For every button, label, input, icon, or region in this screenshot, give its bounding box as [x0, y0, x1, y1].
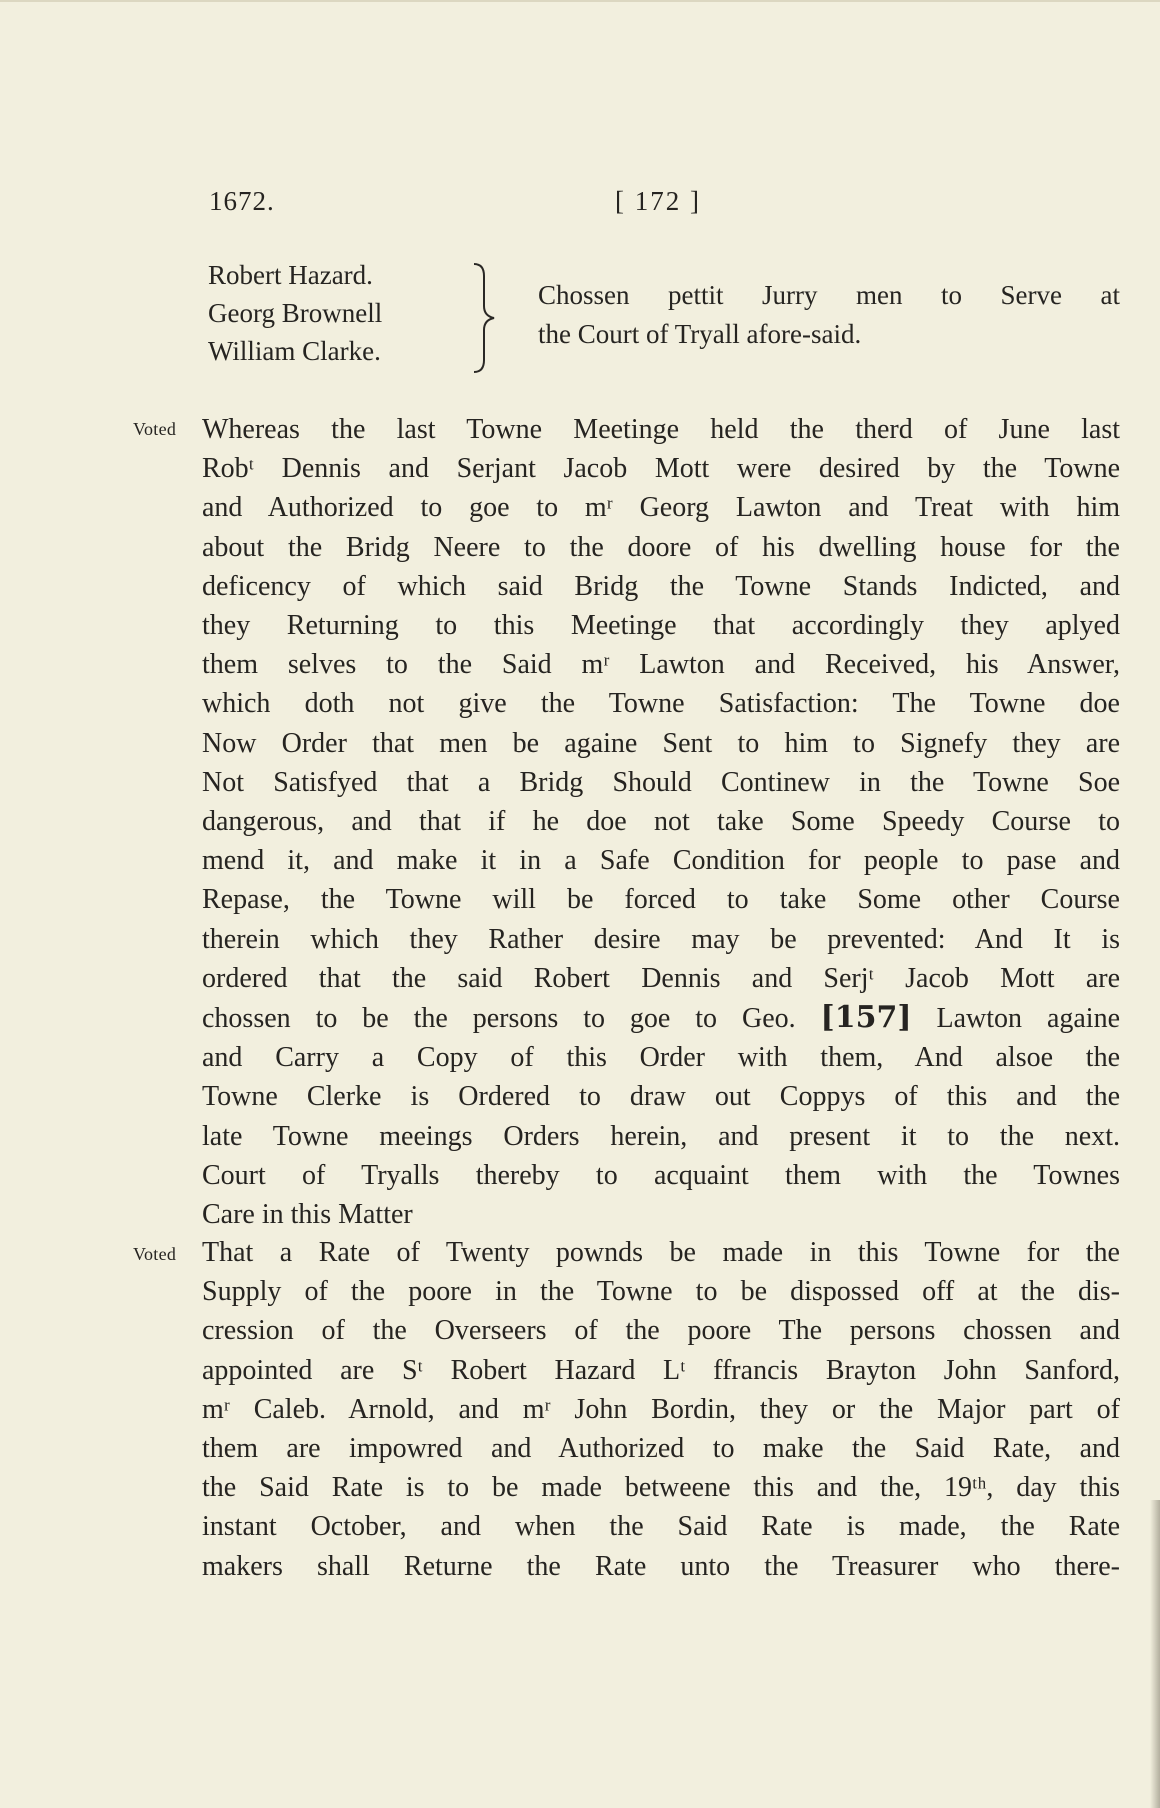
text-line: and Authorized to goe to mʳ Georg Lawton and Treat with him — [202, 492, 1120, 524]
jury-note — [538, 276, 1120, 354]
text-line: Towne Clerke is Ordered to draw out Coppys of this and the — [202, 1081, 1120, 1113]
text-line: mʳ Caleb. Arnold, and mʳ John Bordin, they or the Major part of — [202, 1393, 1120, 1425]
text-line: Supply of the poore in the Towne to be dispossed off at the dis- — [202, 1276, 1120, 1308]
text-line: them are impowred and Authorized to make the Said Rate, and — [202, 1433, 1120, 1465]
entry-bridge — [202, 410, 1120, 1234]
page-year: 1672. — [209, 186, 275, 216]
top-edge-rule — [0, 0, 1160, 2]
text-fragment: chossen to be the persons to goe to Geo. — [202, 1003, 796, 1035]
text-line: Repase, the Towne will be forced to take Some other Course — [202, 884, 1120, 916]
margin-note-voted: Voted — [133, 1244, 177, 1264]
text-line-with-marker — [202, 998, 1120, 1038]
curly-brace-icon — [470, 262, 510, 374]
text-line: Court of Tryalls thereby to acquaint them with the Townes — [202, 1159, 1120, 1191]
text-line: That a Rate of Twenty pownds be made in this Towne for the — [202, 1237, 1120, 1268]
text-line: deficency of which said Bridg the Towne Stands Indicted, and — [202, 570, 1120, 602]
text-line: Robᵗ Dennis and Serjant Jacob Mott were desired by the Towne — [202, 453, 1120, 485]
page-number: [ 172 ] — [615, 186, 701, 216]
jury-name: Robert Hazard. — [208, 260, 373, 290]
text-line: makers shall Returne the Rate unto the Treasurer who there- — [202, 1550, 1120, 1582]
text-line: Care in this Matter — [202, 1199, 413, 1231]
page-marker: [157] — [820, 1000, 912, 1036]
text-line: Now Order that men be againe Sent to him to Signefy they are — [202, 727, 1120, 759]
jury-names — [208, 256, 458, 370]
text-line: cression of the Overseers of the poore The persons chossen and — [202, 1315, 1120, 1347]
jury-note-line: Chossen pettit Jurry men to Serve at — [538, 280, 1120, 310]
text-line: dangerous, and that if he doe not take Some Speedy Course to — [202, 806, 1120, 838]
entry-poor-rate — [202, 1233, 1120, 1586]
text-line: them selves to the Said mʳ Lawton and Received, his Answer, — [202, 649, 1120, 681]
page-edge-shadow — [1150, 1500, 1160, 1808]
text-line: Whereas the last Towne Meetinge held the therd of June last — [202, 414, 1120, 445]
text-line: therein which they Rather desire may be prevented: And It is — [202, 923, 1120, 955]
jury-note-line: the Court of Tryall afore-said. — [538, 319, 862, 349]
text-line: which doth not give the Towne Satisfaction: The Towne doe — [202, 688, 1120, 720]
jury-name: William Clarke. — [208, 336, 381, 366]
text-line: the Said Rate is to be made betweene this and the, 19ᵗʰ, day this — [202, 1472, 1120, 1504]
margin-note-voted: Voted — [133, 419, 177, 439]
text-fragment: Lawton againe — [936, 1003, 1120, 1035]
text-line: appointed are Sᵗ Robert Hazard Lᵗ ffrancis Brayton John Sanford, — [202, 1354, 1120, 1386]
jury-name: Georg Brownell — [208, 298, 383, 328]
text-line: they Returning to this Meetinge that accordingly they aplyed — [202, 610, 1120, 642]
text-line: mend it, and make it in a Safe Condition for people to pase and — [202, 845, 1120, 877]
text-line: and Carry a Copy of this Order with them, And alsoe the — [202, 1042, 1120, 1074]
text-line: about the Bridg Neere to the doore of his dwelling house for the — [202, 531, 1120, 563]
text-line: ordered that the said Robert Dennis and Serjᵗ Jacob Mott are — [202, 962, 1120, 994]
text-line: late Towne meeings Orders herein, and present it to the next. — [202, 1120, 1120, 1152]
text-line: Not Satisfyed that a Bridg Should Continew in the Towne Soe — [202, 766, 1120, 798]
text-line: instant October, and when the Said Rate is made, the Rate — [202, 1511, 1120, 1543]
